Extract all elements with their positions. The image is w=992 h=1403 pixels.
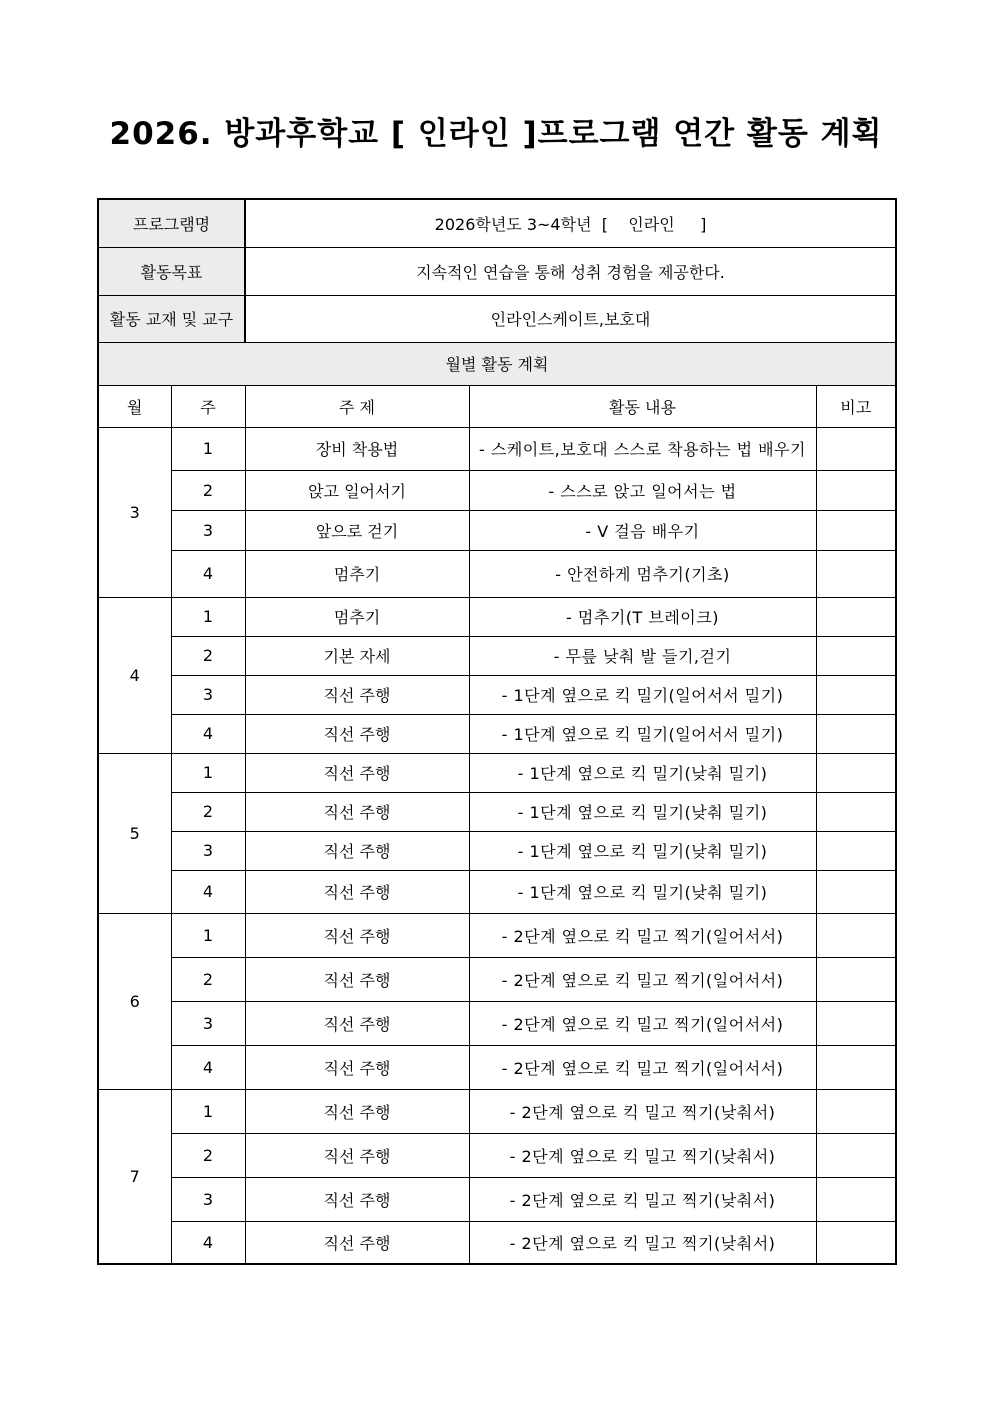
content-cell: - 1단계 옆으로 킥 밀기(낮춰 밀기) [469,792,816,831]
week-cell: 2 [171,957,245,1001]
header-month: 월 [98,385,171,427]
table-row [98,913,896,957]
week-cell: 2 [171,636,245,675]
week-cell: 1 [171,913,245,957]
content-cell: - 1단계 옆으로 킥 밀기(일어서서 밀기) [469,675,816,714]
topic-cell: 앞으로 걷기 [245,510,469,550]
topic-cell: 기본 자세 [245,636,469,675]
content-cell: - 1단계 옆으로 킥 밀기(낮춰 밀기) [469,753,816,792]
content-cell: - 스스로 앉고 일어서는 법 [469,470,816,510]
table-row [98,792,896,831]
week-cell: 2 [171,792,245,831]
topic-cell: 직선 주행 [245,831,469,870]
table-row [98,427,896,470]
note-cell [816,714,896,753]
table-row [98,870,896,913]
topic-cell: 멈추기 [245,550,469,597]
content-cell: - 1단계 옆으로 킥 밀기(일어서서 밀기) [469,714,816,753]
topic-cell: 직선 주행 [245,870,469,913]
table-row [98,550,896,597]
note-cell [816,753,896,792]
table-row [98,1221,896,1264]
section-title-row [98,342,896,385]
content-cell: - 멈추기(T 브레이크) [469,597,816,636]
note-cell [816,550,896,597]
note-cell [816,636,896,675]
month-cell: 5 [98,753,171,913]
content-cell: - 2단계 옆으로 킥 밀고 찍기(낮춰서) [469,1221,816,1264]
table-row [98,1177,896,1221]
topic-cell: 직선 주행 [245,714,469,753]
goal-label: 활동목표 [98,247,245,295]
table-row [98,1045,896,1089]
week-cell: 3 [171,1177,245,1221]
note-cell [816,1045,896,1089]
content-cell: - 2단계 옆으로 킥 밀고 찍기(낮춰서) [469,1177,816,1221]
topic-cell: 멈추기 [245,597,469,636]
content-cell: - 2단계 옆으로 킥 밀고 찍기(일어서서) [469,1001,816,1045]
week-cell: 4 [171,1221,245,1264]
program-name-row [98,199,896,247]
content-cell: - 2단계 옆으로 킥 밀고 찍기(일어서서) [469,913,816,957]
topic-cell: 직선 주행 [245,1001,469,1045]
table-row [98,1001,896,1045]
program-name-value: 2026학년도 3~4학년 [ 인라인 ] [245,199,896,247]
week-cell: 4 [171,550,245,597]
note-cell [816,913,896,957]
note-cell [816,870,896,913]
week-cell: 1 [171,753,245,792]
content-cell: - 무릎 낮춰 발 들기,걷기 [469,636,816,675]
content-cell: - V 걸음 배우기 [469,510,816,550]
month-cell: 3 [98,427,171,597]
goal-value: 지속적인 연습을 통해 성취 경험을 제공한다. [245,247,896,295]
table-row [98,714,896,753]
topic-cell: 직선 주행 [245,675,469,714]
note-cell [816,1089,896,1133]
table-row [98,831,896,870]
table-row [98,510,896,550]
table-row [98,470,896,510]
content-cell: - 2단계 옆으로 킥 밀고 찍기(낮춰서) [469,1133,816,1177]
topic-cell: 직선 주행 [245,1133,469,1177]
table-row [98,675,896,714]
week-cell: 3 [171,675,245,714]
content-cell: - 2단계 옆으로 킥 밀고 찍기(일어서서) [469,957,816,1001]
header-note: 비고 [816,385,896,427]
week-cell: 4 [171,870,245,913]
week-cell: 4 [171,1045,245,1089]
week-cell: 1 [171,1089,245,1133]
section-title: 월별 활동 계획 [98,342,896,385]
content-cell: - 1단계 옆으로 킥 밀기(낮춰 밀기) [469,870,816,913]
week-cell: 3 [171,1001,245,1045]
table-row [98,597,896,636]
content-cell: - 2단계 옆으로 킥 밀고 찍기(일어서서) [469,1045,816,1089]
week-cell: 2 [171,1133,245,1177]
week-cell: 4 [171,714,245,753]
topic-cell: 앉고 일어서기 [245,470,469,510]
program-name-label: 프로그램명 [98,199,245,247]
table-row [98,1089,896,1133]
month-cell: 7 [98,1089,171,1264]
materials-label: 활동 교재 및 교구 [98,295,245,342]
note-cell [816,675,896,714]
header-row [98,385,896,427]
topic-cell: 직선 주행 [245,753,469,792]
table-row [98,957,896,1001]
content-cell: - 안전하게 멈추기(기초) [469,550,816,597]
content-cell: - 1단계 옆으로 킥 밀기(낮춰 밀기) [469,831,816,870]
note-cell [816,792,896,831]
materials-value: 인라인스케이트,보호대 [245,295,896,342]
table-row [98,753,896,792]
week-cell: 3 [171,831,245,870]
week-cell: 2 [171,470,245,510]
month-cell: 4 [98,597,171,753]
note-cell [816,427,896,470]
note-cell [816,1177,896,1221]
page-title: 2026. 방과후학교 [ 인라인 ]프로그램 연간 활동 계획 [109,116,883,152]
week-cell: 3 [171,510,245,550]
topic-cell: 직선 주행 [245,1177,469,1221]
header-topic: 주 제 [245,385,469,427]
topic-cell: 직선 주행 [245,1045,469,1089]
topic-cell: 장비 착용법 [245,427,469,470]
month-cell: 6 [98,913,171,1089]
content-cell: - 2단계 옆으로 킥 밀고 찍기(낮춰서) [469,1089,816,1133]
table-row [98,1133,896,1177]
content-cell: - 스케이트,보호대 스스로 착용하는 법 배우기 [469,427,816,470]
table-row [98,636,896,675]
week-cell: 1 [171,427,245,470]
note-cell [816,597,896,636]
topic-cell: 직선 주행 [245,913,469,957]
note-cell [816,1133,896,1177]
goal-row [98,247,896,295]
materials-row [98,295,896,342]
topic-cell: 직선 주행 [245,957,469,1001]
header-week: 주 [171,385,245,427]
topic-cell: 직선 주행 [245,1221,469,1264]
note-cell [816,510,896,550]
note-cell [816,470,896,510]
week-cell: 1 [171,597,245,636]
topic-cell: 직선 주행 [245,1089,469,1133]
note-cell [816,1221,896,1264]
note-cell [816,831,896,870]
header-content: 활동 내용 [469,385,816,427]
note-cell [816,1001,896,1045]
note-cell [816,957,896,1001]
topic-cell: 직선 주행 [245,792,469,831]
activity-plan-table [97,198,897,1265]
